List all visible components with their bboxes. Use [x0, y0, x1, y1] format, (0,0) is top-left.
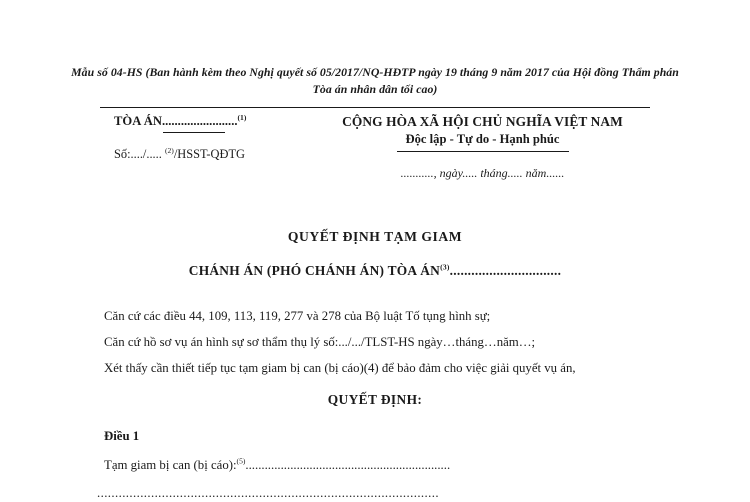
issuing-authority-label: CHÁNH ÁN (PHÓ CHÁNH ÁN) TÒA ÁN [188, 263, 441, 278]
article-content-footnote-marker: (5) [236, 456, 246, 466]
legal-basis-paragraph: Xét thấy cần thiết tiếp tục tạm giam bị can (bị cáo)(4) để bảo đảm cho việc giải quyết vụ án, [104, 361, 576, 375]
letterhead [100, 113, 650, 193]
national-motto: Độc lập - Tự do - Hạnh phúc [405, 132, 560, 146]
article-content-line [104, 456, 664, 474]
court-name-underline [163, 132, 225, 133]
document-number-footnote-marker: (2) [164, 145, 174, 155]
article-continuation-dots: ............................................................................................... [97, 486, 439, 500]
legal-basis-paragraph: Căn cứ hồ sơ vụ án hình sự sơ thẩm thụ lý số:.../.../TLST-HS ngày…tháng…năm…; [104, 335, 536, 349]
national-motto-underline [397, 151, 569, 152]
form-reference-note: Mẫu số 04-HS (Ban hành kèm theo Nghị quyết số 05/2017/NQ-HĐTP ngày 19 tháng 9 năm 2017 của Hội đồng Thẩm phán Tòa án nhân dân tối cao) [71, 65, 679, 96]
issuing-authority-subtitle [0, 263, 750, 279]
court-name-label: TÒA ÁN [114, 114, 162, 128]
header-divider-rule [100, 107, 650, 108]
court-name-footnote-marker: (1) [237, 112, 247, 122]
document-title: QUYẾT ĐỊNH TẠM GIAM [287, 229, 463, 244]
document-number-suffix: /HSST-QĐTG [173, 147, 245, 161]
article-content-dots: ................................................................ [245, 458, 451, 472]
document-number-prefix: Số:..../..... [114, 147, 162, 161]
document-number-line [100, 146, 330, 162]
letterhead-left-column [100, 113, 330, 162]
issuing-authority-footnote-marker: (3) [440, 262, 450, 272]
letterhead-right-column [315, 113, 650, 181]
article-label: Điều 1 [104, 429, 140, 443]
court-name-line [100, 113, 330, 129]
legal-basis-block [104, 303, 664, 381]
legal-basis-paragraph: Căn cứ các điều 44, 109, 113, 119, 277 và 278 của Bộ luật Tố tụng hình sự; [104, 309, 491, 323]
issuing-authority-dots: ............................... [449, 263, 562, 278]
article-content-prefix: Tạm giam bị can (bị cáo): [104, 458, 237, 472]
decision-heading: QUYẾT ĐỊNH: [327, 392, 423, 407]
court-name-dots: ........................ [161, 114, 238, 128]
place-and-date-line: ..........., ngày..... tháng..... năm...... [400, 166, 565, 180]
national-title: CỘNG HÒA XÃ HỘI CHỦ NGHĨA VIỆT NAM [342, 114, 623, 129]
